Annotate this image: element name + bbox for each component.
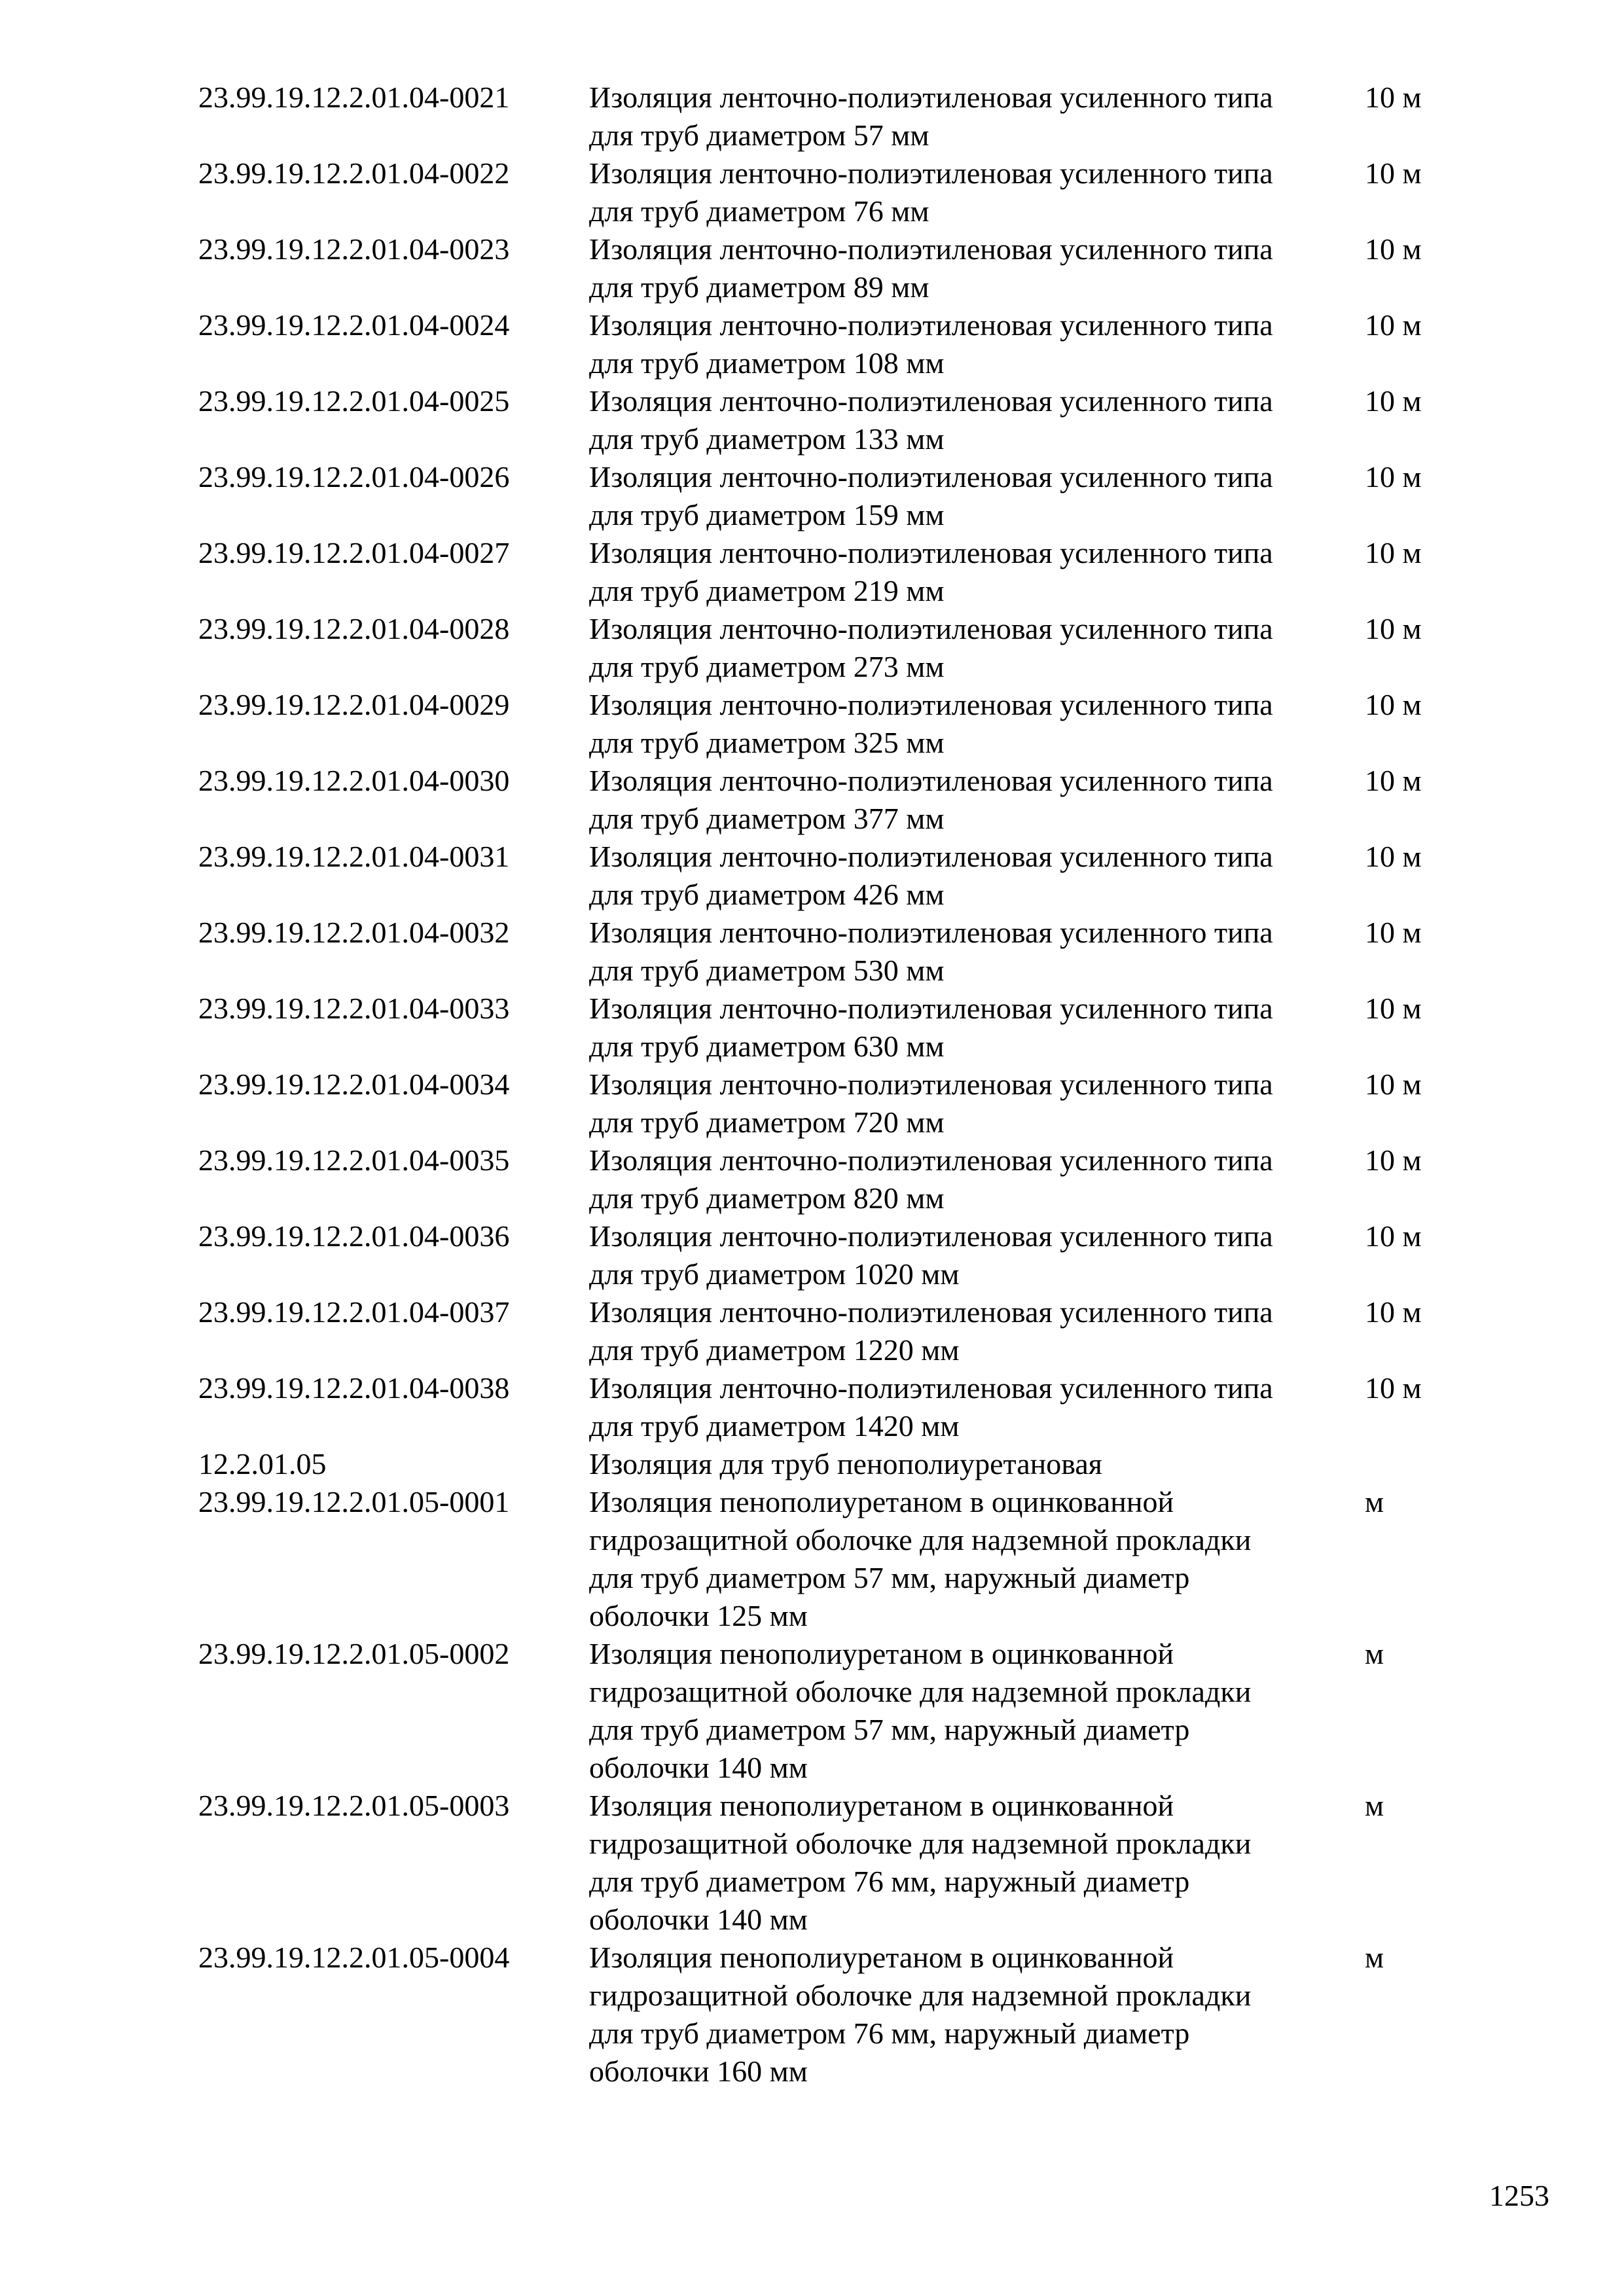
row-code: 23.99.19.12.2.01.05-0002	[198, 1637, 510, 1670]
row-name: Изоляция ленточно-полиэтиленовая усиленного типа для труб диаметром 820 мм	[589, 1143, 1273, 1215]
table-row	[198, 1369, 1507, 1445]
row-code: 23.99.19.12.2.01.04-0034	[198, 1067, 510, 1101]
row-unit: м	[1365, 1941, 1384, 1974]
row-unit: 10 м	[1365, 156, 1422, 190]
row-name: Изоляция ленточно-полиэтиленовая усиленного типа для труб диаметром 426 мм	[589, 840, 1273, 911]
row-code: 23.99.19.12.2.01.04-0029	[198, 688, 510, 721]
row-unit: м	[1365, 1637, 1384, 1670]
row-code: 23.99.19.12.2.01.04-0023	[198, 232, 510, 266]
row-name: Изоляция ленточно-полиэтиленовая усиленного типа для труб диаметром 720 мм	[589, 1067, 1273, 1139]
row-code: 23.99.19.12.2.01.05-0003	[198, 1789, 510, 1822]
row-unit: 10 м	[1365, 81, 1422, 114]
table-row	[198, 1635, 1507, 1787]
row-unit: 10 м	[1365, 916, 1422, 949]
row-name: Изоляция ленточно-полиэтиленовая усиленного типа для труб диаметром 219 мм	[589, 536, 1273, 607]
table-row	[198, 1217, 1507, 1293]
table-row	[198, 762, 1507, 838]
table-row	[198, 230, 1507, 306]
table-row	[198, 79, 1507, 154]
table-row	[198, 534, 1507, 610]
row-unit: м	[1365, 1789, 1384, 1822]
table-row	[198, 306, 1507, 382]
table-row	[198, 458, 1507, 534]
row-name: Изоляция ленточно-полиэтиленовая усиленного типа для труб диаметром 89 мм	[589, 232, 1273, 304]
row-code: 23.99.19.12.2.01.04-0024	[198, 308, 510, 342]
row-unit: 10 м	[1365, 308, 1422, 342]
row-code: 23.99.19.12.2.01.04-0025	[198, 384, 510, 418]
row-name: Изоляция пенополиуретаном в оцинкованной гидрозащитной оболочке для надземной прокладки для труб диаметром 57 мм, наружный диаметр оболочки 125 мм	[589, 1485, 1252, 1632]
row-name: Изоляция ленточно-полиэтиленовая усиленного типа для труб диаметром 1020 мм	[589, 1219, 1273, 1291]
row-code: 23.99.19.12.2.01.04-0033	[198, 992, 510, 1025]
section-title: Изоляция для труб пенополиуретановая	[589, 1447, 1102, 1480]
row-name: Изоляция ленточно-полиэтиленовая усиленного типа для труб диаметром 57 мм	[589, 81, 1273, 152]
table-row	[198, 382, 1507, 458]
row-code: 23.99.19.12.2.01.04-0032	[198, 916, 510, 949]
row-unit: 10 м	[1365, 688, 1422, 721]
row-unit: 10 м	[1365, 1219, 1422, 1253]
row-name: Изоляция ленточно-полиэтиленовая усиленного типа для труб диаметром 377 мм	[589, 764, 1273, 835]
table-row	[198, 1141, 1507, 1217]
row-code: 23.99.19.12.2.01.04-0038	[198, 1371, 510, 1405]
table-row	[198, 1066, 1507, 1141]
row-code: 23.99.19.12.2.01.04-0028	[198, 612, 510, 645]
table-row	[198, 990, 1507, 1066]
catalog-table	[198, 79, 1507, 2090]
row-unit: 10 м	[1365, 1067, 1422, 1101]
row-code: 23.99.19.12.2.01.04-0037	[198, 1295, 510, 1329]
row-code: 23.99.19.12.2.01.04-0022	[198, 156, 510, 190]
table-row	[198, 1939, 1507, 2090]
row-name: Изоляция ленточно-полиэтиленовая усиленного типа для труб диаметром 273 мм	[589, 612, 1273, 683]
row-name: Изоляция ленточно-полиэтиленовая усиленного типа для труб диаметром 325 мм	[589, 688, 1273, 759]
row-code: 23.99.19.12.2.01.05-0001	[198, 1485, 510, 1518]
row-name: Изоляция пенополиуретаном в оцинкованной гидрозащитной оболочке для надземной прокладки для труб диаметром 76 мм, наружный диаметр оболочки 160 мм	[589, 1941, 1252, 2088]
row-code: 23.99.19.12.2.01.04-0026	[198, 460, 510, 493]
row-unit: 10 м	[1365, 992, 1422, 1025]
row-unit: 10 м	[1365, 384, 1422, 418]
row-name: Изоляция пенополиуретаном в оцинкованной гидрозащитной оболочке для надземной прокладки для труб диаметром 76 мм, наружный диаметр оболочки 140 мм	[589, 1789, 1252, 1936]
row-unit: 10 м	[1365, 840, 1422, 873]
table-row	[198, 1483, 1507, 1635]
table-row	[198, 1293, 1507, 1369]
row-code: 23.99.19.12.2.01.04-0021	[198, 81, 510, 114]
row-unit: 10 м	[1365, 764, 1422, 797]
row-unit: 10 м	[1365, 1295, 1422, 1329]
row-unit: м	[1365, 1485, 1384, 1518]
table-row	[198, 154, 1507, 230]
row-code: 23.99.19.12.2.01.05-0004	[198, 1941, 510, 1974]
table-row	[198, 1787, 1507, 1939]
row-name: Изоляция ленточно-полиэтиленовая усиленного типа для труб диаметром 108 мм	[589, 308, 1273, 380]
table-row	[198, 610, 1507, 686]
row-code: 23.99.19.12.2.01.04-0027	[198, 536, 510, 569]
row-code: 23.99.19.12.2.01.04-0035	[198, 1143, 510, 1177]
table-row	[198, 686, 1507, 762]
page-number: 1253	[1489, 2179, 1549, 2212]
row-unit: 10 м	[1365, 612, 1422, 645]
section-heading-row	[198, 1445, 1507, 1483]
row-name: Изоляция ленточно-полиэтиленовая усиленного типа для труб диаметром 530 мм	[589, 916, 1273, 987]
table-row	[198, 838, 1507, 914]
row-name: Изоляция ленточно-полиэтиленовая усиленного типа для труб диаметром 630 мм	[589, 992, 1273, 1063]
row-code: 23.99.19.12.2.01.04-0030	[198, 764, 510, 797]
row-name: Изоляция ленточно-полиэтиленовая усиленного типа для труб диаметром 1420 мм	[589, 1371, 1273, 1443]
row-name: Изоляция ленточно-полиэтиленовая усиленного типа для труб диаметром 159 мм	[589, 460, 1273, 531]
row-unit: 10 м	[1365, 460, 1422, 493]
row-code: 23.99.19.12.2.01.04-0031	[198, 840, 510, 873]
row-code: 23.99.19.12.2.01.04-0036	[198, 1219, 510, 1253]
row-unit: 10 м	[1365, 232, 1422, 266]
row-name: Изоляция ленточно-полиэтиленовая усиленного типа для труб диаметром 1220 мм	[589, 1295, 1273, 1367]
row-unit: 10 м	[1365, 1143, 1422, 1177]
row-name: Изоляция ленточно-полиэтиленовая усиленного типа для труб диаметром 76 мм	[589, 156, 1273, 228]
row-unit: 10 м	[1365, 1371, 1422, 1405]
section-code: 12.2.01.05	[198, 1447, 327, 1480]
table-row	[198, 914, 1507, 990]
row-name: Изоляция ленточно-полиэтиленовая усиленного типа для труб диаметром 133 мм	[589, 384, 1273, 456]
row-name: Изоляция пенополиуретаном в оцинкованной гидрозащитной оболочке для надземной прокладки для труб диаметром 57 мм, наружный диаметр оболочки 140 мм	[589, 1637, 1252, 1784]
row-unit: 10 м	[1365, 536, 1422, 569]
